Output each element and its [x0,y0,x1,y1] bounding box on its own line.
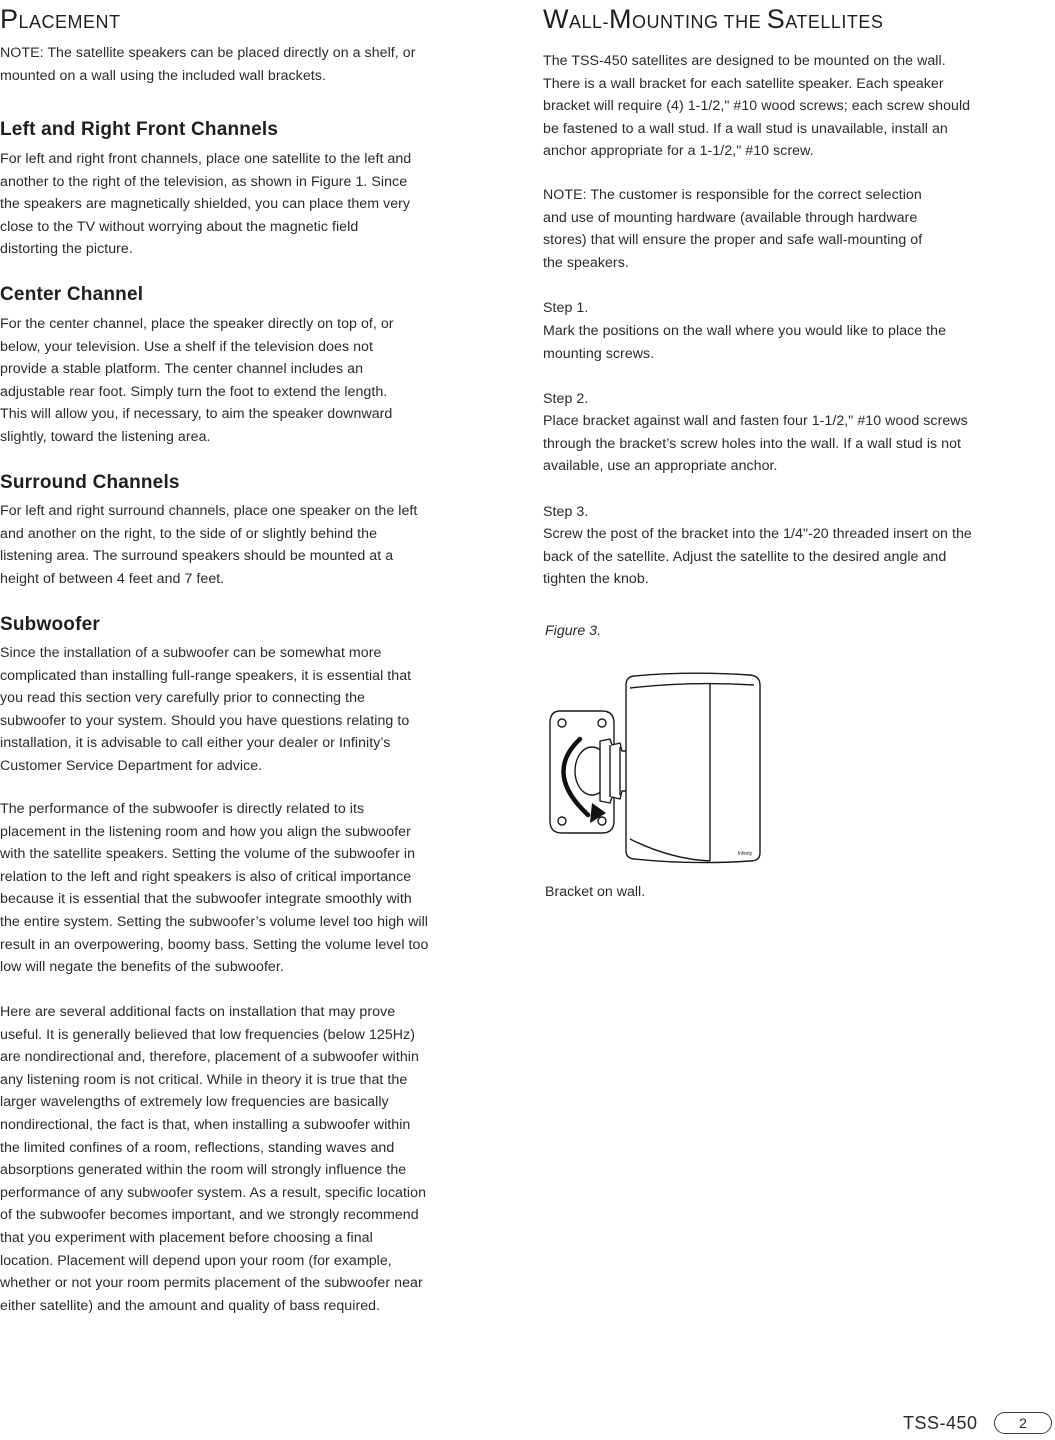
footer-model-name: TSS-450 [903,1413,978,1433]
heading-surround-channels: Surround Channels [0,472,180,493]
speaker-logo: Infinity [737,851,753,857]
step-1-label: Step 1. [543,300,589,316]
placement-note: NOTE: The satellite speakers can be placed directly on a shelf, or mounted on a wall using the included wall brackets. [0,45,416,84]
wall-mounting-title: WALL-MOUNTING THE SATELLITES [543,4,884,34]
front-channels-text: For left and right front channels, place one satellite to the left and another to the right of the television, as shown in Figure 1. Since the speakers are magnetically shielded, you can place them very close to the TV without worrying about the magnetic field distorting the picture. [0,151,412,258]
center-channel-text: For the center channel, place the speaker directly on top of, or below, your television. Use a shelf if the television does not provide a stable platform. The center channel includes an adjustable rear foot. Simply turn the foot to extend the length. This will allow you, if necessary, to aim the speaker downward slightly, toward the listening area. [0,316,394,445]
subwoofer-text-2: The performance of the subwoofer is directly related to its placement in the listening room and how you align the subwoofer with the satellite speakers. Setting the volume of the subwoofer in relation to the left and right speakers is also of critical importance because it is essential that the subwoofer integrate smoothly with the entire system. Setting the subwoofer’s volume level too high will result in an overpowering, boomy bass. Setting the volume level too low will negate the benefits of the subwoofer. [0,801,429,976]
satellite-speaker [626,673,760,862]
step-3-label: Step 3. [543,504,589,520]
step-2-label: Step 2. [543,391,589,407]
heading-center-channel: Center Channel [0,284,144,305]
subwoofer-text-3: Here are several additional facts on installation that may prove useful. It is generally believed that low frequencies (below 125Hz) are nondirectional and, therefore, placement of a subwoofer within any listening room is not critical. While in theory it is true that the larger wavelengths of extremely low frequencies are basically nondirectional, the fact is that, when installing a subwoofer within the limited confines of a room, reflections, standing waves and absorptions generated within the room will strongly influence the performance of any subwoofer system. As a result, specific location of the subwoofer becomes important, and we strongly recommend that you experiment with placement before choosing a final location. Placement will depend upon your room (for example, whether or not your room permits placement of the subwoofer near either satellite) and the amount and quality of bass required. [0,1004,427,1314]
subwoofer-text-1: Since the installation of a subwoofer can be somewhat more complicated than installing full-range speakers, it is essential that you read this section very carefully prior to connecting the subwoofer to your system. Should you have questions relating to installation, it is advisable to call either your dealer or Infinity’s Customer Service Department for advice. [0,645,412,774]
wall-mounting-intro: The TSS-450 satellites are designed to be mounted on the wall. There is a wall bracket for each satellite speaker. Each speaker bracket will require (4) 1-1/2," #10 wood screws; each screw should be fastened to a wall stud. If a wall stud is unavailable, install an anchor appropriate for a 1-1/2," #10 screw. [543,53,971,160]
wall-mounting-note: NOTE: The customer is responsible for the correct selection and use of mounting hardware (available through hardware stores) that will ensure the proper and safe wall-mounting of the speakers. [543,187,923,271]
placement-title: PLACEMENT [0,4,121,34]
page-number: 2 [994,1412,1052,1434]
bracket-illustration [540,643,810,873]
figure-label: Figure 3. [545,623,601,639]
surround-channels-text: For left and right surround channels, place one speaker on the left and another on the right, to the side of or slightly behind the listening area. The surround speakers should be mounted at a height of between 4 feet and 7 feet. [0,503,418,587]
step-1-text: Mark the positions on the wall where you would like to place the mounting screws. [543,323,947,362]
figure-caption: Bracket on wall. [545,884,646,900]
heading-front-channels: Left and Right Front Channels [0,119,279,140]
step-2-text: Place bracket against wall and fasten four 1-1/2," #10 wood screws through the bracket’s screw holes into the wall. If a wall stud is not available, use an appropriate anchor. [543,413,968,475]
heading-subwoofer: Subwoofer [0,614,100,635]
step-3-text: Screw the post of the bracket into the 1/4"-20 threaded insert on the back of the satellite. Adjust the satellite to the desired angle and tighten the knob. [543,526,972,588]
